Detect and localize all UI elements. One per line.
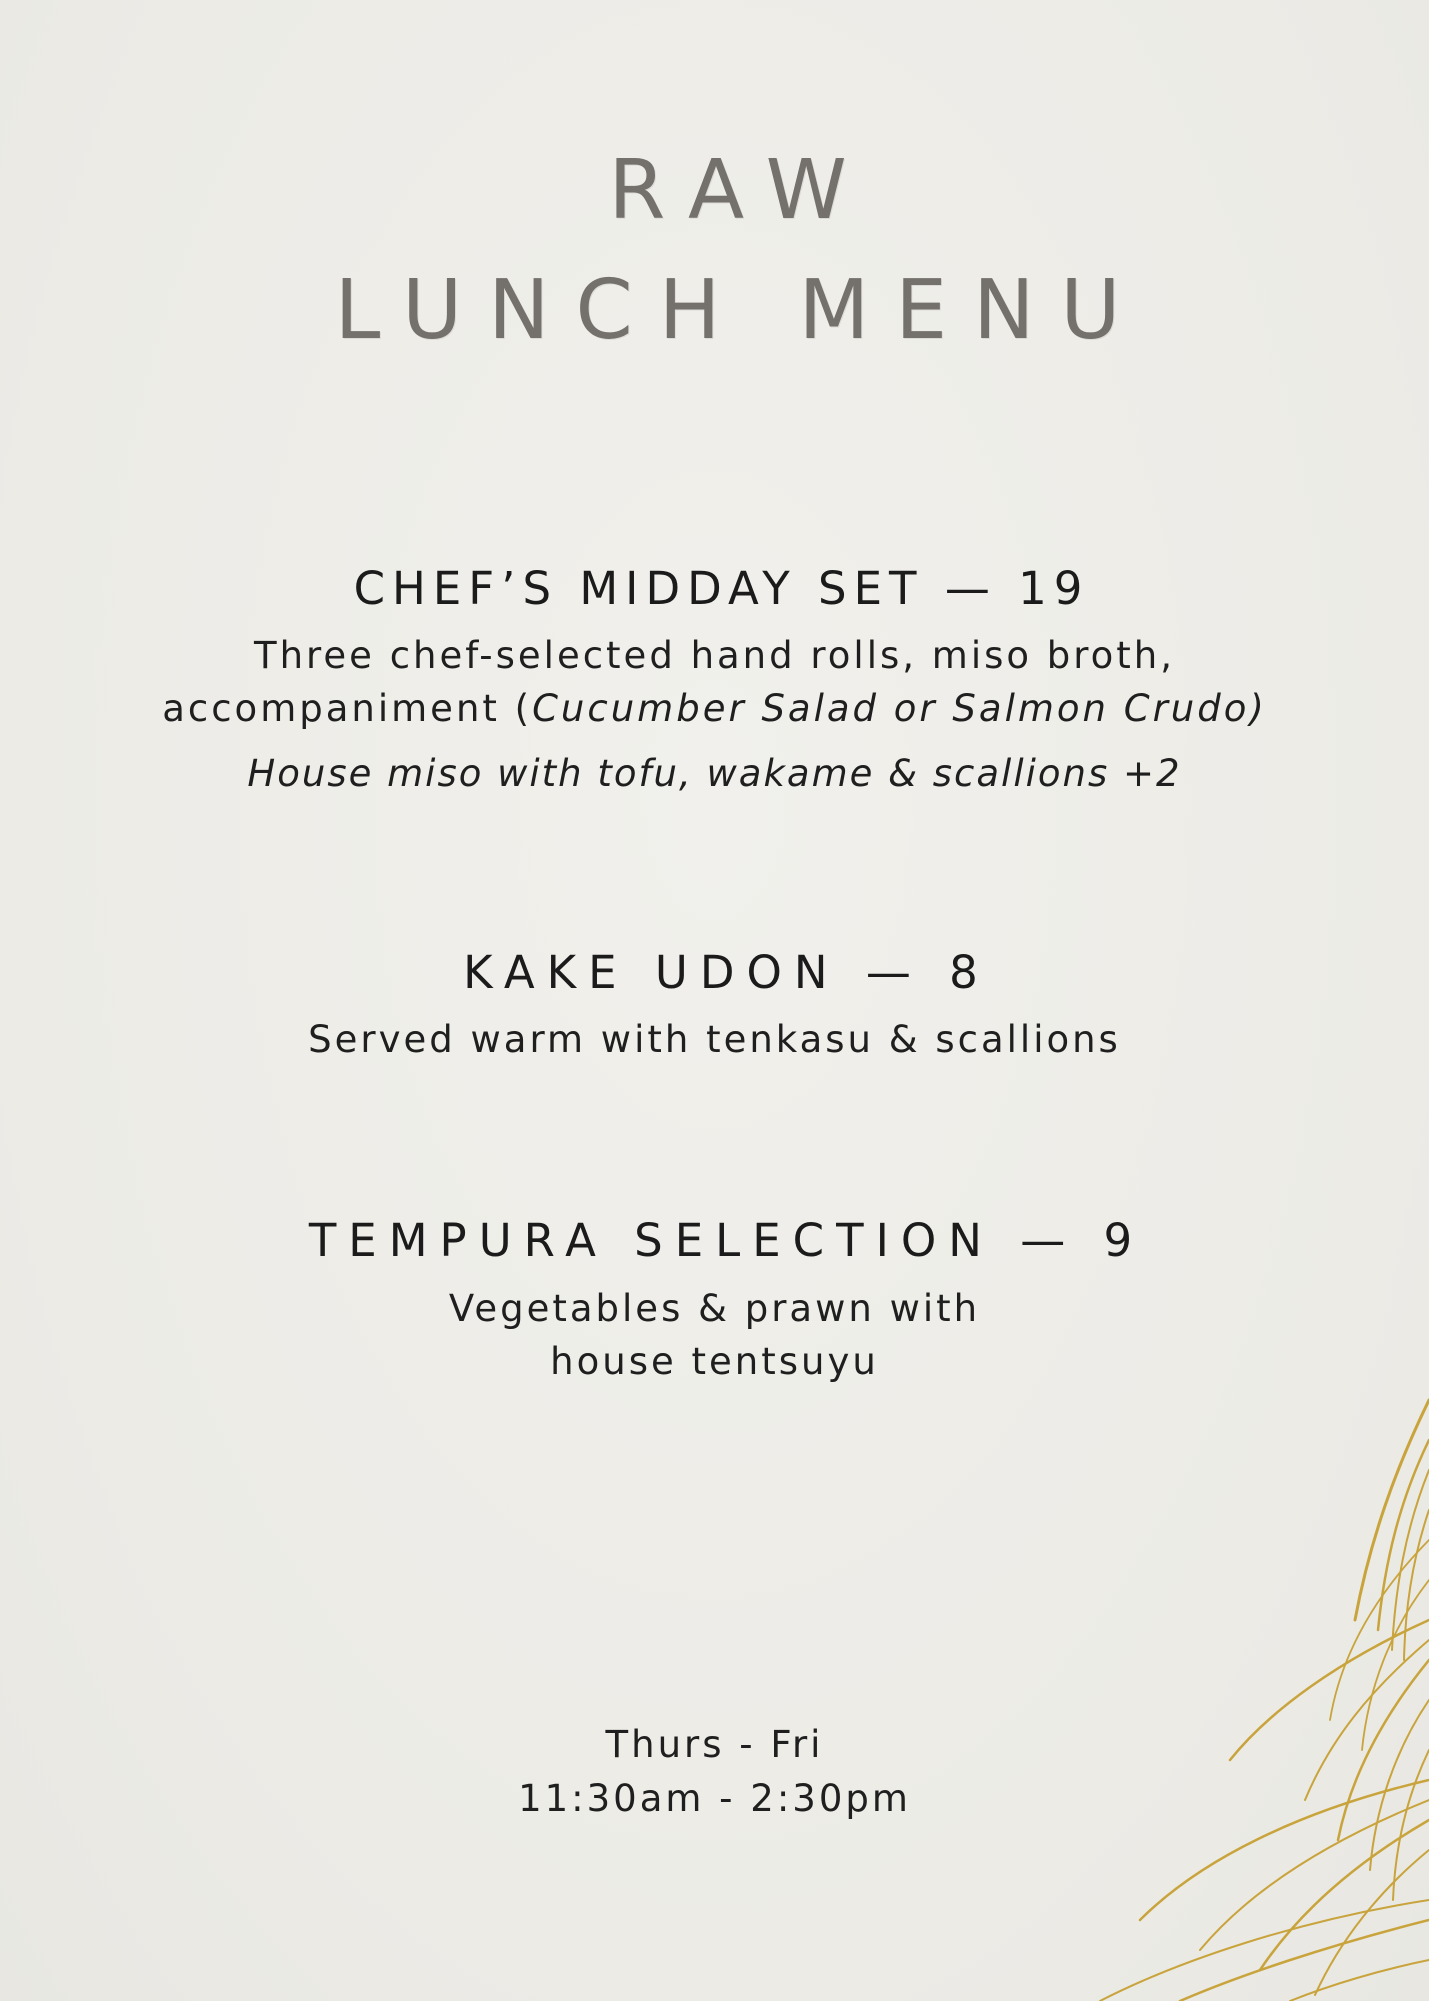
accompaniment-options: Cucumber Salad or Salmon Crudo) xyxy=(532,687,1267,730)
menu-title-line1: RAW xyxy=(608,143,873,238)
item-name-tempura-selection: TEMPURA SELECTION — 9 xyxy=(308,1214,1145,1267)
item-desc-tempura-line1: Vegetables & prawn with xyxy=(448,1287,981,1330)
item-desc-chefs-midday-set-line2 xyxy=(0,687,1429,730)
menu-title-line2: LUNCH MENU xyxy=(334,263,1147,358)
item-desc-tempura-line2: house tentsuyu xyxy=(550,1340,879,1383)
item-desc-kake-udon: Served warm with tenkasu & scallions xyxy=(308,1018,1121,1061)
item-name-kake-udon: KAKE UDON — 8 xyxy=(463,946,990,999)
item-note-house-miso: House miso with tofu, wakame & scallions +2 xyxy=(247,752,1182,795)
hours-time: 11:30am - 2:30pm xyxy=(518,1777,911,1820)
item-name-chefs-midday-set: CHEF’S MIDDAY SET — 19 xyxy=(353,562,1090,615)
hours-days: Thurs - Fri xyxy=(605,1723,824,1766)
accompaniment-prefix: accompaniment ( xyxy=(162,687,533,730)
item-desc-chefs-midday-set-line1: Three chef-selected hand rolls, miso broth, xyxy=(253,634,1176,677)
